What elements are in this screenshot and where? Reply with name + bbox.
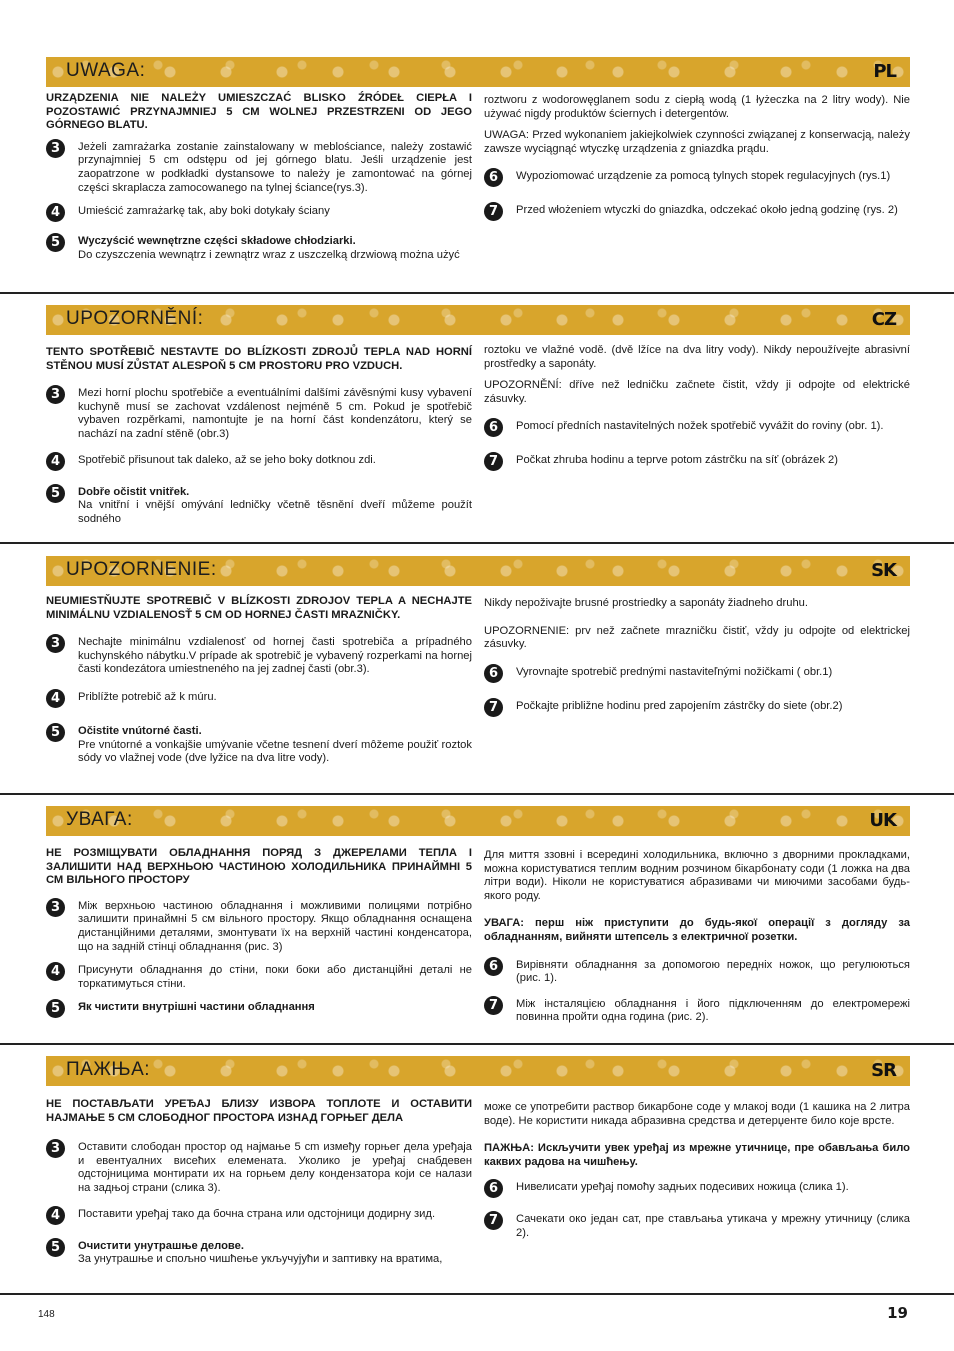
step-text: Pomocí předních nastavitelných nožek spotřebič vyvážit do roviny (obr. 1). (516, 420, 884, 433)
right-column (484, 849, 910, 1035)
step-text: Поставити уређај тако да бочна страна или одстојници додирну зид. (78, 1207, 436, 1220)
step-number-icon: 7 (484, 452, 503, 471)
step-number-icon: 7 (484, 698, 503, 717)
language-code: SK (871, 560, 896, 581)
step-number-icon: 6 (484, 1179, 503, 1198)
warning-text: UWAGA: Przed wykonaniem jakiejkolwiek czynności związanej z konserwacją, należy zawsze wyciągnąć wtyczkę urządzenia z gniazdka prądu. (484, 129, 910, 155)
section-divider (0, 793, 954, 795)
section-banner (46, 1056, 910, 1086)
step-title: Очистити унутрашње делове. (78, 1239, 244, 1252)
step-4 (46, 964, 472, 991)
paragraph: roztoku ve vlažné vodě. (dvě lžíce na dva litry vody). Nikdy nepoužívejte abrasivní prostředky a saponáty. (484, 344, 910, 370)
step-6 (484, 420, 910, 440)
section-title: УВАГА: (66, 809, 133, 830)
step-number-icon: 4 (46, 689, 65, 708)
step-4 (46, 1208, 472, 1228)
step-3 (46, 1141, 472, 1195)
step-text: Umieścić zamrażarkę tak, aby boki dotykały ściany (78, 205, 330, 218)
section-title: UPOZORNĚNÍ: (66, 308, 204, 329)
language-code: PL (873, 61, 896, 82)
language-code: SR (871, 1060, 896, 1081)
step-number-icon: 4 (46, 203, 65, 222)
step-text: За унутрашње и спољно чишћење укључујући и заптивку на вратима, (78, 1253, 443, 1266)
step-number-icon: 4 (46, 452, 65, 471)
step-title: Dobře očistit vnitřek. (78, 485, 190, 498)
step-3 (46, 900, 472, 954)
step-title: Як чистити внутрішні частини обладнання (78, 1001, 315, 1014)
right-column (484, 94, 910, 234)
step-text: Сачекати око један сат, пре стављања утикача у мрежну утичницу (слика 2). (516, 1213, 910, 1239)
step-3 (46, 141, 472, 195)
step-5 (46, 235, 472, 262)
step-number-icon: 6 (484, 168, 503, 187)
step-text: Počkajte približne hodinu pred zapojením zástrčky do siete (obr.2) (516, 699, 843, 712)
section-banner (46, 556, 910, 586)
step-text: Присунути обладнання до стіни, поки боки або дистанційні деталі не торкатимуться стіни. (78, 964, 472, 990)
step-number-icon: 6 (484, 418, 503, 437)
page-number-left: 148 (38, 1309, 55, 1320)
right-column (484, 344, 910, 484)
section-title: ПАЖЊА: (66, 1059, 151, 1080)
step-number-icon: 3 (46, 139, 65, 158)
step-text: Przed włożeniem wtyczki do gniazdka, odczekać około jedną godzinę (rys. 2) (516, 204, 898, 217)
section-banner (46, 305, 910, 335)
step-number-icon: 6 (484, 664, 503, 683)
step-number-icon: 7 (484, 996, 503, 1015)
paragraph: Для миття ззовні і всередині холодильника, включно з дворними прокладками, можна користуватися теплим водним розчином бікарбонату соди (1 ложка на два літри води). Ніколи не користуватися абразивами чи миючими засобами будь-якого роду. (484, 849, 910, 902)
paragraph: roztworu z wodorowęglanem sodu z ciepłą wodą (1 łyżeczka na 2 litry wody). Nie używać nigdy produktów ściernych i detergentów. (484, 94, 910, 120)
step-number-icon: 4 (46, 962, 65, 981)
step-number-icon: 4 (46, 1206, 65, 1225)
step-text: Do czyszczenia wewnątrz i zewnątrz wraz z uszczelką drzwiową można użyć (78, 248, 460, 261)
section-title: UWAGA: (66, 60, 146, 81)
step-text: Pre vnútorné a vonkajšie umývanie včetne tesnení dverí môžeme použiť roztok sódy vo vlažnej vode (dve lyžice na dva litre vody). (78, 738, 472, 765)
step-number-icon: 7 (484, 1211, 503, 1230)
warning-text: TENTO SPOTŘEBIČ NESTAVTE DO BLÍZKOSTI ZDROJŮ TEPLA NAD HORNÍ STĚNOU MUSÍ ZŮSTAT ALESPOŇ 5 CM PROSTORU PRO VZDUCH. (46, 346, 472, 372)
step-number-icon: 3 (46, 1139, 65, 1158)
step-text: Між верхньою частиною обладнання і можливими полицями потрібно залишити принаймні 5 см вільного простору. Якщо обладнання оснащена дистанційними деталями, змонтувати їх на верхній частині конденсатора, що на задній стінці обладнання (рис. 3) (78, 899, 472, 953)
step-text: Nechajte minimálnu vzdialenosť od hornej časti spotrebiča a prípadného kuchynského nábytku.V prípade ak spotrebič je vybavený rozperkami na hornej časti kondezátora umiestneného na jej zadnej časti (obr.3). (78, 636, 472, 676)
paragraph: Nikdy nepoživajte brusné prostriedky a saponáty žiadneho druhu. (484, 597, 809, 609)
warning-text: UPOZORNENIE: prv než začnete mrazničku čistiť, vždy ju odpojte od elektrickej zásuvky. (484, 624, 910, 651)
step-text: Оставити слободан простор од најмање 5 cm између горњег дела уређаја и евентуалних висећих елемената. Уколико је уређај снабдевен одстојницима монтирати их на горњем делу кондензатора који се налази на задњој страни (слика 3). (78, 1141, 472, 1194)
step-7 (484, 998, 910, 1025)
left-column (46, 92, 472, 272)
section-banner (46, 806, 910, 836)
warning-text: URZĄDZENIA NIE NALEŻY UMIESZCZAĆ BLISKO ŹRÓDEŁ CIEPŁA I POZOSTAWIĆ PRZYNAJMNIEJ 5 CM WOLNEJ PRZESTRZENI OD JEGO GÓRNEGO BLATU. (46, 92, 472, 132)
step-number-icon: 5 (46, 233, 65, 252)
step-3 (46, 636, 472, 677)
warning-text: НЕ ПОСТАВЉАТИ УРЕЂАЈ БЛИЗУ ИЗВОРА ТОПЛОТЕ И ОСТАВИТИ НАЈМАЊЕ 5 СМ СЛОБОДНОГ ПРОСТОРА ИЗНАД ГОРЊЕГ ДЕЛА (46, 1098, 472, 1124)
step-5 (46, 1240, 472, 1267)
step-3 (46, 387, 472, 441)
step-6 (484, 959, 910, 986)
step-4 (46, 454, 472, 474)
warning-text: УВАГА: перш ніж приступити до будь-якої операції з догляду за обладнанням, вийняти штепсель з електричної розетки. (484, 917, 910, 943)
step-5 (46, 725, 472, 766)
section-banner (46, 57, 910, 87)
step-text: Spotřebič přisunout tak daleko, až se jeho boky dotknou zdi. (78, 453, 376, 466)
section-divider (0, 1043, 954, 1045)
step-6 (484, 666, 910, 686)
step-text: Mezi horní plochu spotřebiče a eventuálními dalšími závěsnými kusy vybavení kuchyně musí se zachovat vzdálenost nejméně 5 cm. Pokud je spotřebič vybaven rozpěrkami, namontujte je na horní část kondenzátoru, který se nachází na zadní stěně (obr.3) (78, 387, 472, 440)
step-4 (46, 205, 472, 225)
step-text: Na vnitřní i vnější omývání ledničky včetně těsnění dveří můžeme použít sodného (78, 499, 472, 525)
step-7 (484, 204, 910, 224)
right-column (484, 597, 910, 730)
language-code: CZ (871, 309, 896, 330)
step-number-icon: 3 (46, 898, 65, 917)
section-divider (0, 1293, 954, 1295)
left-column (46, 595, 472, 776)
step-number-icon: 7 (484, 202, 503, 221)
page-number-right: 19 (887, 1304, 908, 1322)
step-7 (484, 1213, 910, 1240)
step-text: Priblížte potrebič až k múru. (78, 690, 217, 703)
step-7 (484, 454, 910, 474)
warning-text: НЕ РОЗМІЩУВАТИ ОБЛАДНАННЯ ПОРЯД З ДЖЕРЕЛАМИ ТЕПЛА І ЗАЛИШИТИ НАД ВЕРХНЬОЮ ЧАСТИНОЮ ХОЛОДИЛЬНИКА ПРИНАЙМНІ 5 СМ ВІЛЬНОГО ПРОСТОРУ (46, 847, 472, 887)
step-number-icon: 3 (46, 634, 65, 653)
step-number-icon: 3 (46, 385, 65, 404)
step-text: Vyrovnajte spotrebič prednými nastaviteľnými nožičkami ( obr.1) (516, 665, 833, 678)
left-column (46, 346, 472, 536)
step-text: Počkat zhruba hodinu a teprve potom zástrčku na síť (obrázek 2) (516, 454, 838, 467)
left-column (46, 1098, 472, 1277)
step-5 (46, 486, 472, 527)
right-column (484, 1101, 910, 1251)
step-title: Očistite vnútorné časti. (78, 724, 202, 737)
step-text: Wypoziomować urządzenie za pomocą tylnych stopek regulacyjnych (rys.1) (516, 170, 891, 183)
warning-text: UPOZORNĚNÍ: dříve než ledničku začnete čistit, vždy ji odpojte od elektrické zásuvky. (484, 379, 910, 405)
step-4 (46, 691, 472, 711)
step-7 (484, 700, 910, 720)
step-6 (484, 170, 910, 190)
section-divider (0, 292, 954, 294)
step-number-icon: 5 (46, 484, 65, 503)
language-code: UK (869, 810, 896, 831)
warning-text: NEUMIESTŇUJTE SPOTREBIČ V BLÍZKOSTI ZDROJOV TEPLA A NECHAJTE MINIMÁLNU VZDIALENOSŤ 5 CM OD HORNEJ ČASTI MRAZNIČKY. (46, 595, 472, 621)
section-divider (0, 542, 954, 544)
step-number-icon: 6 (484, 957, 503, 976)
step-text: Нивелисати уређај помоћу задњих подесивих ножица (слика 1). (516, 1181, 849, 1194)
paragraph: може се употребити раствор бикарбоне соде у млакој води (1 кашика на 2 литра воде). Не користити никада абразивна средства и детерџенте било које врсте. (484, 1101, 910, 1127)
step-text: Між інсталяцією обладнання і його підключенням до електромережі повинна пройти одна година (рис. 2). (516, 997, 910, 1024)
step-6 (484, 1181, 910, 1201)
step-number-icon: 5 (46, 1238, 65, 1257)
step-text: Jeżeli zamrażarka zostanie zainstalowany w meblościance, należy zostawić przynajmniej 5 cm odstępu od jej górnego blatu. Jeśli urządzenie jest zaopatrzone w podkładki dystansowe to należy je zamontować na górnej części skraplacza zamocowanego na tylnej ściance(rys.3). (78, 140, 472, 194)
step-text: Вирівняти обладнання за допомогою передніх ножок, що регулюються (рис. 1). (516, 958, 910, 985)
warning-text: ПАЖЊА: Искључити увек уређај из мрежне утичнице, пре обављања било каквих радова на чишћењу. (484, 1142, 910, 1168)
step-title: Wyczyścić wewnętrzne części składowe chłodziarki. (78, 235, 356, 248)
left-column (46, 847, 472, 1031)
step-number-icon: 5 (46, 723, 65, 742)
step-number-icon: 5 (46, 999, 65, 1018)
step-5 (46, 1001, 472, 1021)
section-title: UPOZORNENIE: (66, 559, 217, 580)
